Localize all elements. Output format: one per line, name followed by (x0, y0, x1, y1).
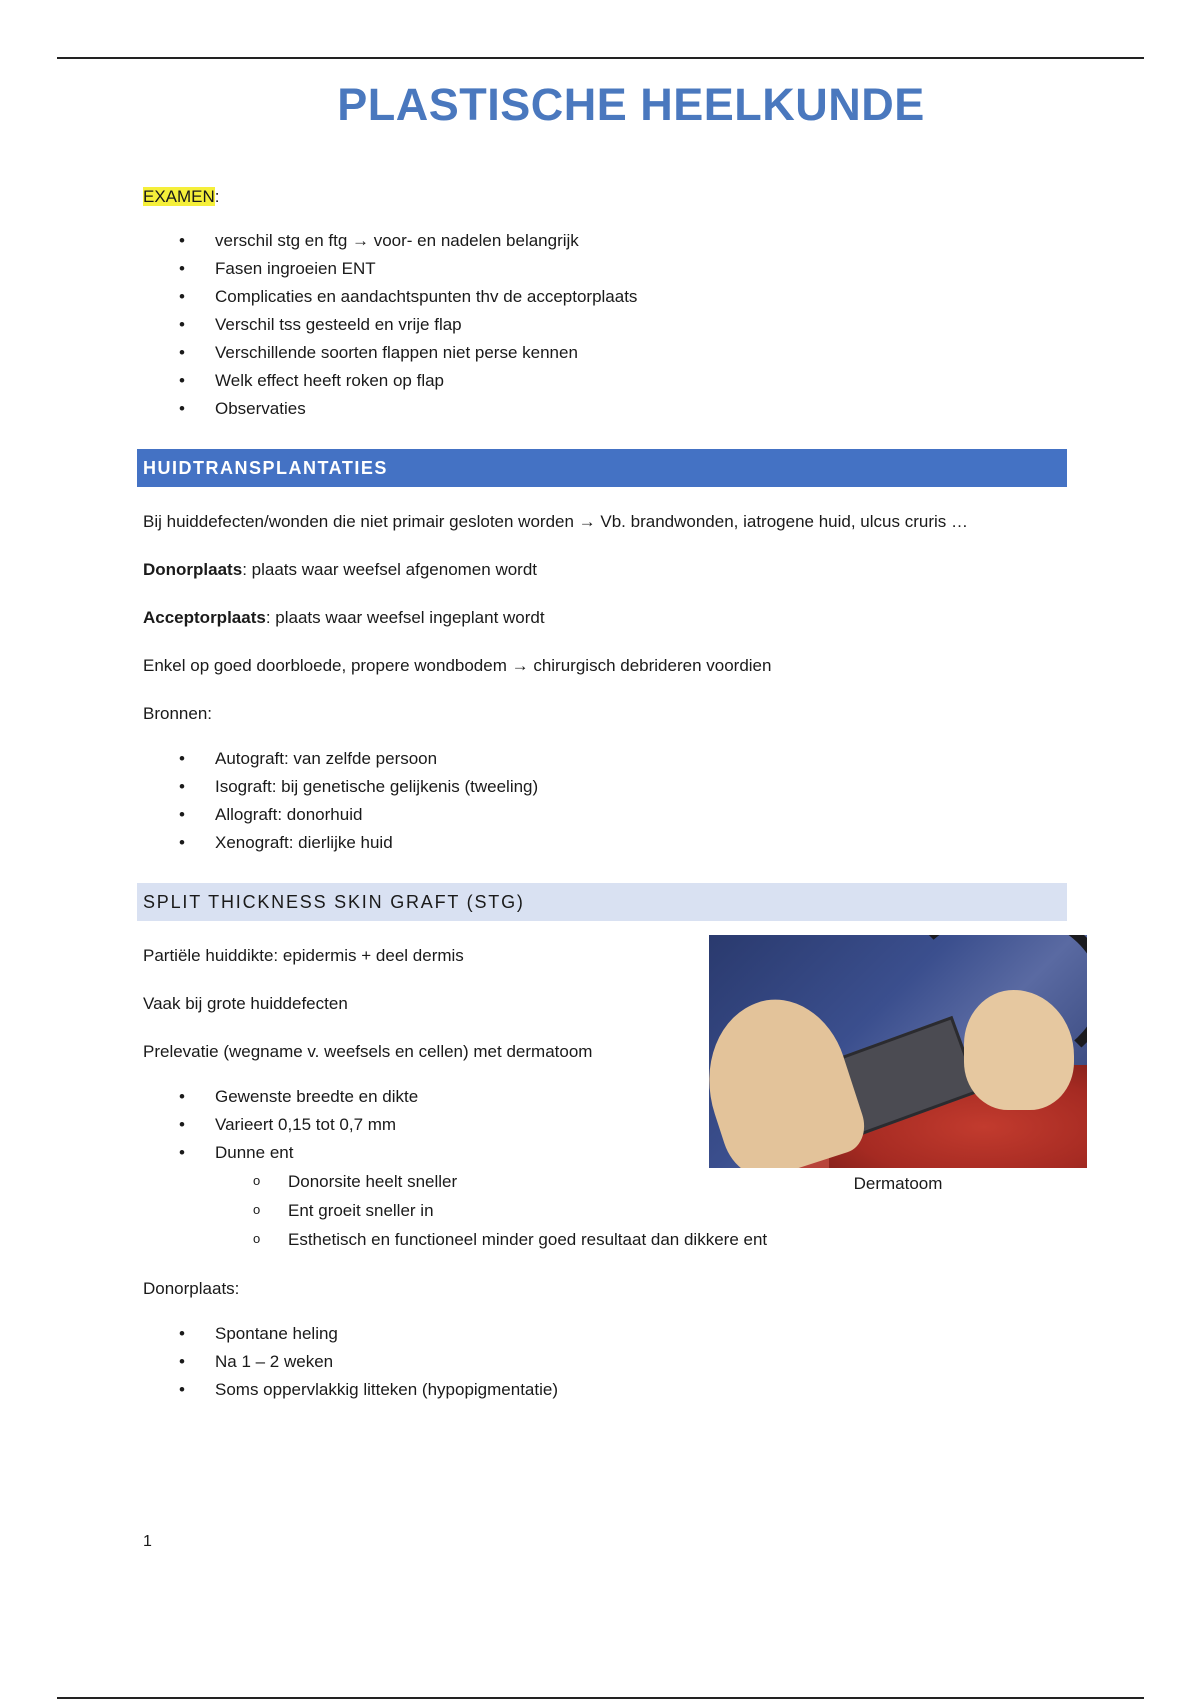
acceptor-definition (143, 605, 1063, 631)
stg-paragraph-2: Vaak bij grote huiddefecten (143, 994, 348, 1013)
list-item: o Esthetisch en functioneel minder goed resultaat dan dikkere ent (143, 1225, 1063, 1254)
sources-label: Bronnen: (143, 704, 212, 723)
list-item: • Observaties (143, 395, 1063, 423)
donor-term: Donorplaats (143, 560, 243, 579)
list-item: • Welk effect heeft roken op flap (143, 367, 1063, 395)
list-item: • Gewenste breedte en dikte (143, 1083, 1063, 1111)
stg-paragraph-1: Partiële huiddikte: epidermis + deel dermis (143, 946, 464, 965)
list-item: • Na 1 – 2 weken (143, 1348, 1063, 1376)
acceptor-def: : plaats waar weefsel ingeplant wordt (265, 608, 545, 627)
list-item: • Xenograft: dierlijke huid (143, 829, 1063, 857)
list-item: • Fasen ingroeien ENT (143, 255, 1063, 283)
section-heading-stg: SPLIT THICKNESS SKIN GRAFT (STG) (137, 883, 1067, 921)
wound-bed-note: Enkel op goed doorbloede, propere wondbodem → chirurgisch debrideren voordien (143, 656, 772, 675)
page-number: 1 (143, 1533, 152, 1550)
section-heading-huidtransplantaties: HUIDTRANSPLANTATIES (137, 449, 1067, 487)
bottom-rule (57, 1697, 1144, 1699)
list-item: • Verschillende soorten flappen niet perse kennen (143, 339, 1063, 367)
top-rule (57, 57, 1144, 59)
photo-left-hand (709, 983, 872, 1168)
intro-paragraph: Bij huiddefecten/wonden die niet primair gesloten worden → Vb. brandwonden, iatrogene huid, ulcus cruris … (143, 512, 968, 531)
list-item: o Ent groeit sneller in (143, 1196, 1063, 1225)
page-content (143, 75, 1063, 1404)
donor-def: : plaats waar weefsel afgenomen wordt (242, 560, 538, 579)
exam-highlight: EXAMEN (143, 187, 215, 206)
list-item: • Autograft: van zelfde persoon (143, 745, 1063, 773)
list-item: • Allograft: donorhuid (143, 801, 1063, 829)
list-item: • Verschil tss gesteeld en vrije flap (143, 311, 1063, 339)
list-item: • Isograft: bij genetische gelijkenis (tweeling) (143, 773, 1063, 801)
donor-site-list (143, 1320, 1063, 1404)
list-item: • verschil stg en ftg → voor- en nadelen belangrijk (143, 227, 1063, 255)
exam-label-colon: : (214, 187, 220, 206)
dermatome-photo (709, 935, 1087, 1168)
list-item: o Donorsite heelt sneller (143, 1167, 1063, 1196)
list-item: • Varieert 0,15 tot 0,7 mm (143, 1111, 1063, 1139)
sources-list (143, 745, 1063, 857)
list-item: • Spontane heling (143, 1320, 1063, 1348)
page-title: PLASTISCHE HEELKUNDE (337, 79, 925, 130)
list-item: • Dunne ent (143, 1139, 1063, 1167)
acceptor-term: Acceptorplaats (143, 608, 266, 627)
exam-list (143, 227, 1063, 423)
list-item: • Soms oppervlakkig litteken (hypopigmentatie) (143, 1376, 1063, 1404)
figure-caption: Dermatoom (853, 1174, 943, 1193)
donor-site-label: Donorplaats: (143, 1279, 240, 1298)
list-item: • Complicaties en aandachtspunten thv de acceptorplaats (143, 283, 1063, 311)
stg-paragraph-3: Prelevatie (wegname v. weefsels en cellen) met dermatoom (143, 1042, 593, 1061)
donor-definition (143, 557, 1063, 583)
exam-label (143, 185, 1063, 209)
